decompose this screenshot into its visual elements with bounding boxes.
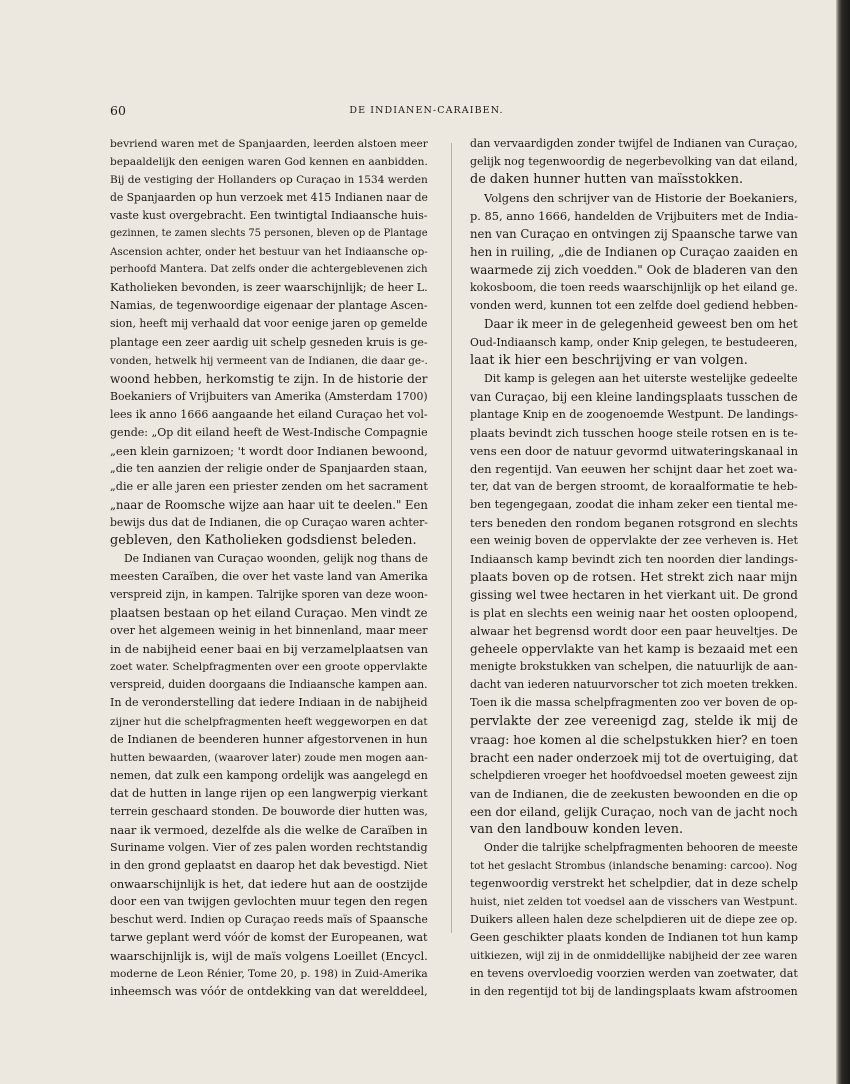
column-divider xyxy=(451,143,452,933)
text-line: Duikers alleen halen deze schelpdieren uit de diepe zee op. xyxy=(470,913,798,927)
text-line: van den landbouw konden leven. xyxy=(470,821,684,837)
text-line: verspreid zijn, in kampen. Talrijke sporen van deze woon- xyxy=(110,588,428,602)
text-line: alwaar het begrensd wordt door een paar heuveltjes. De xyxy=(470,624,798,639)
text-line: vonden werd, kunnen tot een zelfde doel gediend hebben- xyxy=(470,299,798,313)
running-title: DE INDIANEN-CARAIBEN. xyxy=(349,105,504,116)
text-line: ters beneden den rondom beganen rotsgrond en slechts xyxy=(470,515,798,530)
text-line: uitkiezen, wijl zij in de onmiddellijke nabijheid der zee waren xyxy=(470,950,798,963)
text-line: bepaaldelijk den eenigen waren God kennen en aanbidden. xyxy=(110,156,428,169)
text-line: de Spanjaarden op hun verzoek met 415 Indianen naar de xyxy=(110,191,428,205)
text-line: Boekaniers of Vrijbuiters van Amerika (Amsterdam 1700) xyxy=(110,389,428,403)
text-line: De Indianen van Curaçao woonden, gelijk nog thans de xyxy=(124,552,428,566)
text-line: gebleven, den Katholieken godsdienst beleden. xyxy=(110,533,417,549)
text-line: plaats bevindt zich tusschen hooge steile rotsen en is te- xyxy=(470,425,798,440)
text-line: Ascension achter, onder het bestuur van het Indiaansche op- xyxy=(110,246,428,259)
text-line: in den regentijd tot bij de landingsplaats kwam afstroomen xyxy=(470,985,798,999)
text-line: beschut werd. Indien op Curaçao reeds maïs of Spaansche xyxy=(110,913,428,927)
text-line: hen in ruiling, „die de Indianen op Curaçao zaaiden en xyxy=(470,245,798,260)
text-line: Toen ik die massa schelpfragmenten zoo ver boven de op- xyxy=(470,696,798,710)
text-line: Namias, de tegenwoordige eigenaar der plantage Ascen- xyxy=(110,299,428,313)
text-line: een dor eiland, gelijk Curaçao, noch van de jacht noch xyxy=(470,804,798,819)
text-line: en tevens overvloedig voorzien werden van zoetwater, dat xyxy=(470,967,798,981)
text-line: dat de hutten in lange rijen op een langwerpig vierkant xyxy=(110,786,428,800)
text-line: sion, heeft mij verhaald dat voor eenige jaren op gemelde xyxy=(110,317,428,331)
text-line: gende: „Op dit eiland heeft de West-Indische Compagnie xyxy=(110,425,428,439)
text-line: vraag: hoe komen al die schelpstukken hier? en toen xyxy=(470,732,798,747)
text-line: menigte brokstukken van schelpen, die natuurlijk de aan- xyxy=(470,660,798,674)
text-line: Dit kamp is gelegen aan het uiterste westelijke gedeelte xyxy=(484,371,798,385)
text-line: gezinnen, te zamen slechts 75 personen, bleven op de Plantage xyxy=(110,228,428,240)
text-line: gissing wel twee hectaren in het vierkant uit. De grond xyxy=(470,588,798,603)
text-line: nemen, dat zulk een kampong ordelijk was aangelegd en xyxy=(110,768,428,782)
text-line: ter, dat van de bergen stroomt, de koraalformatie te heb- xyxy=(470,479,798,493)
text-line: moderne de Leon Rénier, Tome 20, p. 198) in Zuid-Amerika xyxy=(110,968,428,981)
text-line: verspreid, duiden doorgaans die Indiaansche kampen aan. xyxy=(110,678,428,692)
text-line: „die er alle jaren een priester zenden om het sacrament xyxy=(110,479,428,493)
text-line: plaatsen bestaan op het eiland Curaçao. Men vindt ze xyxy=(110,606,428,621)
text-line: perhoofd Mantera. Dat zelfs onder die achtergeblevenen zich xyxy=(110,264,428,276)
book-spine-edge xyxy=(836,0,850,1084)
text-line: huist, niet zelden tot voedsel aan de visschers van Westpunt. xyxy=(470,894,798,908)
text-line: tegenwoordig verstrekt het schelpdier, dat in deze schelp xyxy=(470,876,798,890)
text-line: hutten bewaarden, (waarover later) zoude men mogen aan- xyxy=(110,751,428,764)
text-line: vaste kust overgebracht. Een twintigtal Indiaansche huis- xyxy=(110,209,428,223)
text-line: den regentijd. Van eeuwen her schijnt daar het zoet wa- xyxy=(470,461,798,476)
text-line: in den grond geplaatst en daarop het dak bevestigd. Niet xyxy=(110,858,428,872)
text-line: lees ik anno 1666 aangaande het eiland Curaçao het vol- xyxy=(110,407,428,421)
text-line: over het algemeen weinig in het binnenland, maar meer xyxy=(110,624,428,638)
text-line: de Indianen de beenderen hunner afgestorvenen in hun xyxy=(110,732,428,746)
text-line: in de nabijheid eener baai en bij verzamelplaatsen van xyxy=(110,642,428,657)
text-line: zijner hut die schelpfragmenten heeft weggeworpen en dat xyxy=(110,715,428,728)
text-line: Oud-Indiaansch kamp, onder Knip gelegen, te bestudeeren, xyxy=(470,335,798,349)
text-line: Volgens den schrijver van de Historie der Boekaniers, xyxy=(484,191,798,206)
text-line: meesten Caraïben, die over het vaste land van Amerika xyxy=(110,570,428,584)
text-line: vens een door de natuur gevormd uitwateringskanaal in xyxy=(470,443,799,458)
text-line: Indiaansch kamp bevindt zich ten noorden dier landings- xyxy=(470,552,798,567)
page-number: 60 xyxy=(110,103,126,118)
text-line: pervlakte der zee vereenigd zag, stelde ik mij de xyxy=(470,713,798,729)
text-line: plantage Knip en de zoogenoemde Westpunt. De landings- xyxy=(470,407,798,421)
text-line: „een klein garnizoen; 't wordt door Indianen bewoond, xyxy=(110,443,428,458)
text-line: van Curaçao, bij een kleine landingsplaats tusschen de xyxy=(470,389,798,404)
text-line: tarwe geplant werd vóór de komst der Europeanen, wat xyxy=(110,931,428,945)
text-line: waarmede zij zich voedden." Ook de bladeren van den xyxy=(470,263,798,278)
text-line: Geen geschikter plaats konden de Indianen tot hun kamp xyxy=(470,931,798,945)
text-line: ben tegengegaan, zoodat die inham zeker een tiental me- xyxy=(470,497,798,511)
text-line: terrein geschaard stonden. De bouworde dier hutten was, xyxy=(110,804,428,818)
text-line: „die ten aanzien der religie onder de Spanjaarden staan, xyxy=(110,461,428,475)
text-line: Bij de vestiging der Hollanders op Curaçao in 1534 werden xyxy=(110,174,428,187)
text-line: vonden, hetwelk hij vermeent van de Indianen, die daar ge-. xyxy=(110,354,428,367)
text-line: door een van twijgen gevlochten muur tegen den regen xyxy=(110,894,428,908)
text-line: kokosboom, die toen reeds waarschijnlijk op het eiland ge. xyxy=(470,281,798,295)
text-line: In de veronderstelling dat iedere Indiaan in de nabijheid xyxy=(110,696,428,710)
text-line: geheele oppervlakte van het kamp is bezaaid met een xyxy=(470,642,798,657)
text-line: Suriname volgen. Vier of zes palen worden rechtstandig xyxy=(110,840,428,854)
text-line: naar ik vermoed, dezelfde als die welke de Caraïben in xyxy=(110,822,428,837)
left-text-column xyxy=(110,135,428,1001)
text-line: p. 85, anno 1666, handelden de Vrijbuiters met de India- xyxy=(470,209,798,224)
text-line: bewijs dus dat de Indianen, die op Curaçao waren achter- xyxy=(110,515,428,529)
text-line: plantage een zeer aardig uit schelp gesneden kruis is ge- xyxy=(110,335,428,349)
text-line: zoet water. Schelpfragmenten over een groote oppervlakte xyxy=(110,660,428,674)
text-line: „naar de Roomsche wijze aan haar uit te deelen." Een xyxy=(110,497,428,512)
text-line: bracht een nader onderzoek mij tot de overtuiging, dat xyxy=(470,750,798,765)
text-line: inheemsch was vóór de ontdekking van dat werelddeel, xyxy=(110,985,428,999)
text-line: van de Indianen, die de zeekusten bewoonden en die op xyxy=(470,786,798,801)
text-line: laat ik hier een beschrijving er van volgen. xyxy=(470,352,748,368)
text-line: woond hebben, herkomstig te zijn. In de historie der xyxy=(110,371,428,386)
text-line: de daken hunner hutten van maïsstokken. xyxy=(470,172,744,188)
text-line: nen van Curaçao en ontvingen zij Spaansche tarwe van xyxy=(470,227,798,242)
text-line: Daar ik meer in de gelegenheid geweest ben om het xyxy=(484,317,798,332)
text-line: een weinig boven de oppervlakte der zee verheven is. Het xyxy=(470,534,798,548)
text-line: tot het geslacht Strombus (inlandsche benaming: carcoo). Nog xyxy=(470,859,798,872)
text-line: bevriend waren met de Spanjaarden, leerden alstoen meer xyxy=(110,137,428,150)
page-header xyxy=(110,103,743,119)
text-line: waarschijnlijk is, wijl de maïs volgens Loeillet (Encycl. xyxy=(110,949,428,964)
text-line: gelijk nog tegenwoordig de negerbevolking van dat eiland, xyxy=(470,155,798,169)
text-line: dacht van iederen natuurvorscher tot zich moeten trekken. xyxy=(470,678,798,692)
text-line: Katholieken bevonden, is zeer waarschijnlijk; de heer L. xyxy=(110,281,428,295)
right-text-column xyxy=(470,135,798,1001)
text-line: plaats boven op de rotsen. Het strekt zich naar mijn xyxy=(470,569,798,585)
text-line: onwaarschijnlijk is het, dat iedere hut aan de oostzijde xyxy=(110,876,428,891)
text-line: Onder die talrijke schelpfragmenten behooren de meeste xyxy=(484,840,798,854)
text-line: is plat en slechts een weinig naar het oosten oploopend, xyxy=(470,606,798,621)
text-line: dan vervaardigden zonder twijfel de Indianen van Curaçao, xyxy=(470,137,798,150)
text-line: schelpdieren vroeger het hoofdvoedsel moeten geweest zijn xyxy=(470,768,798,782)
